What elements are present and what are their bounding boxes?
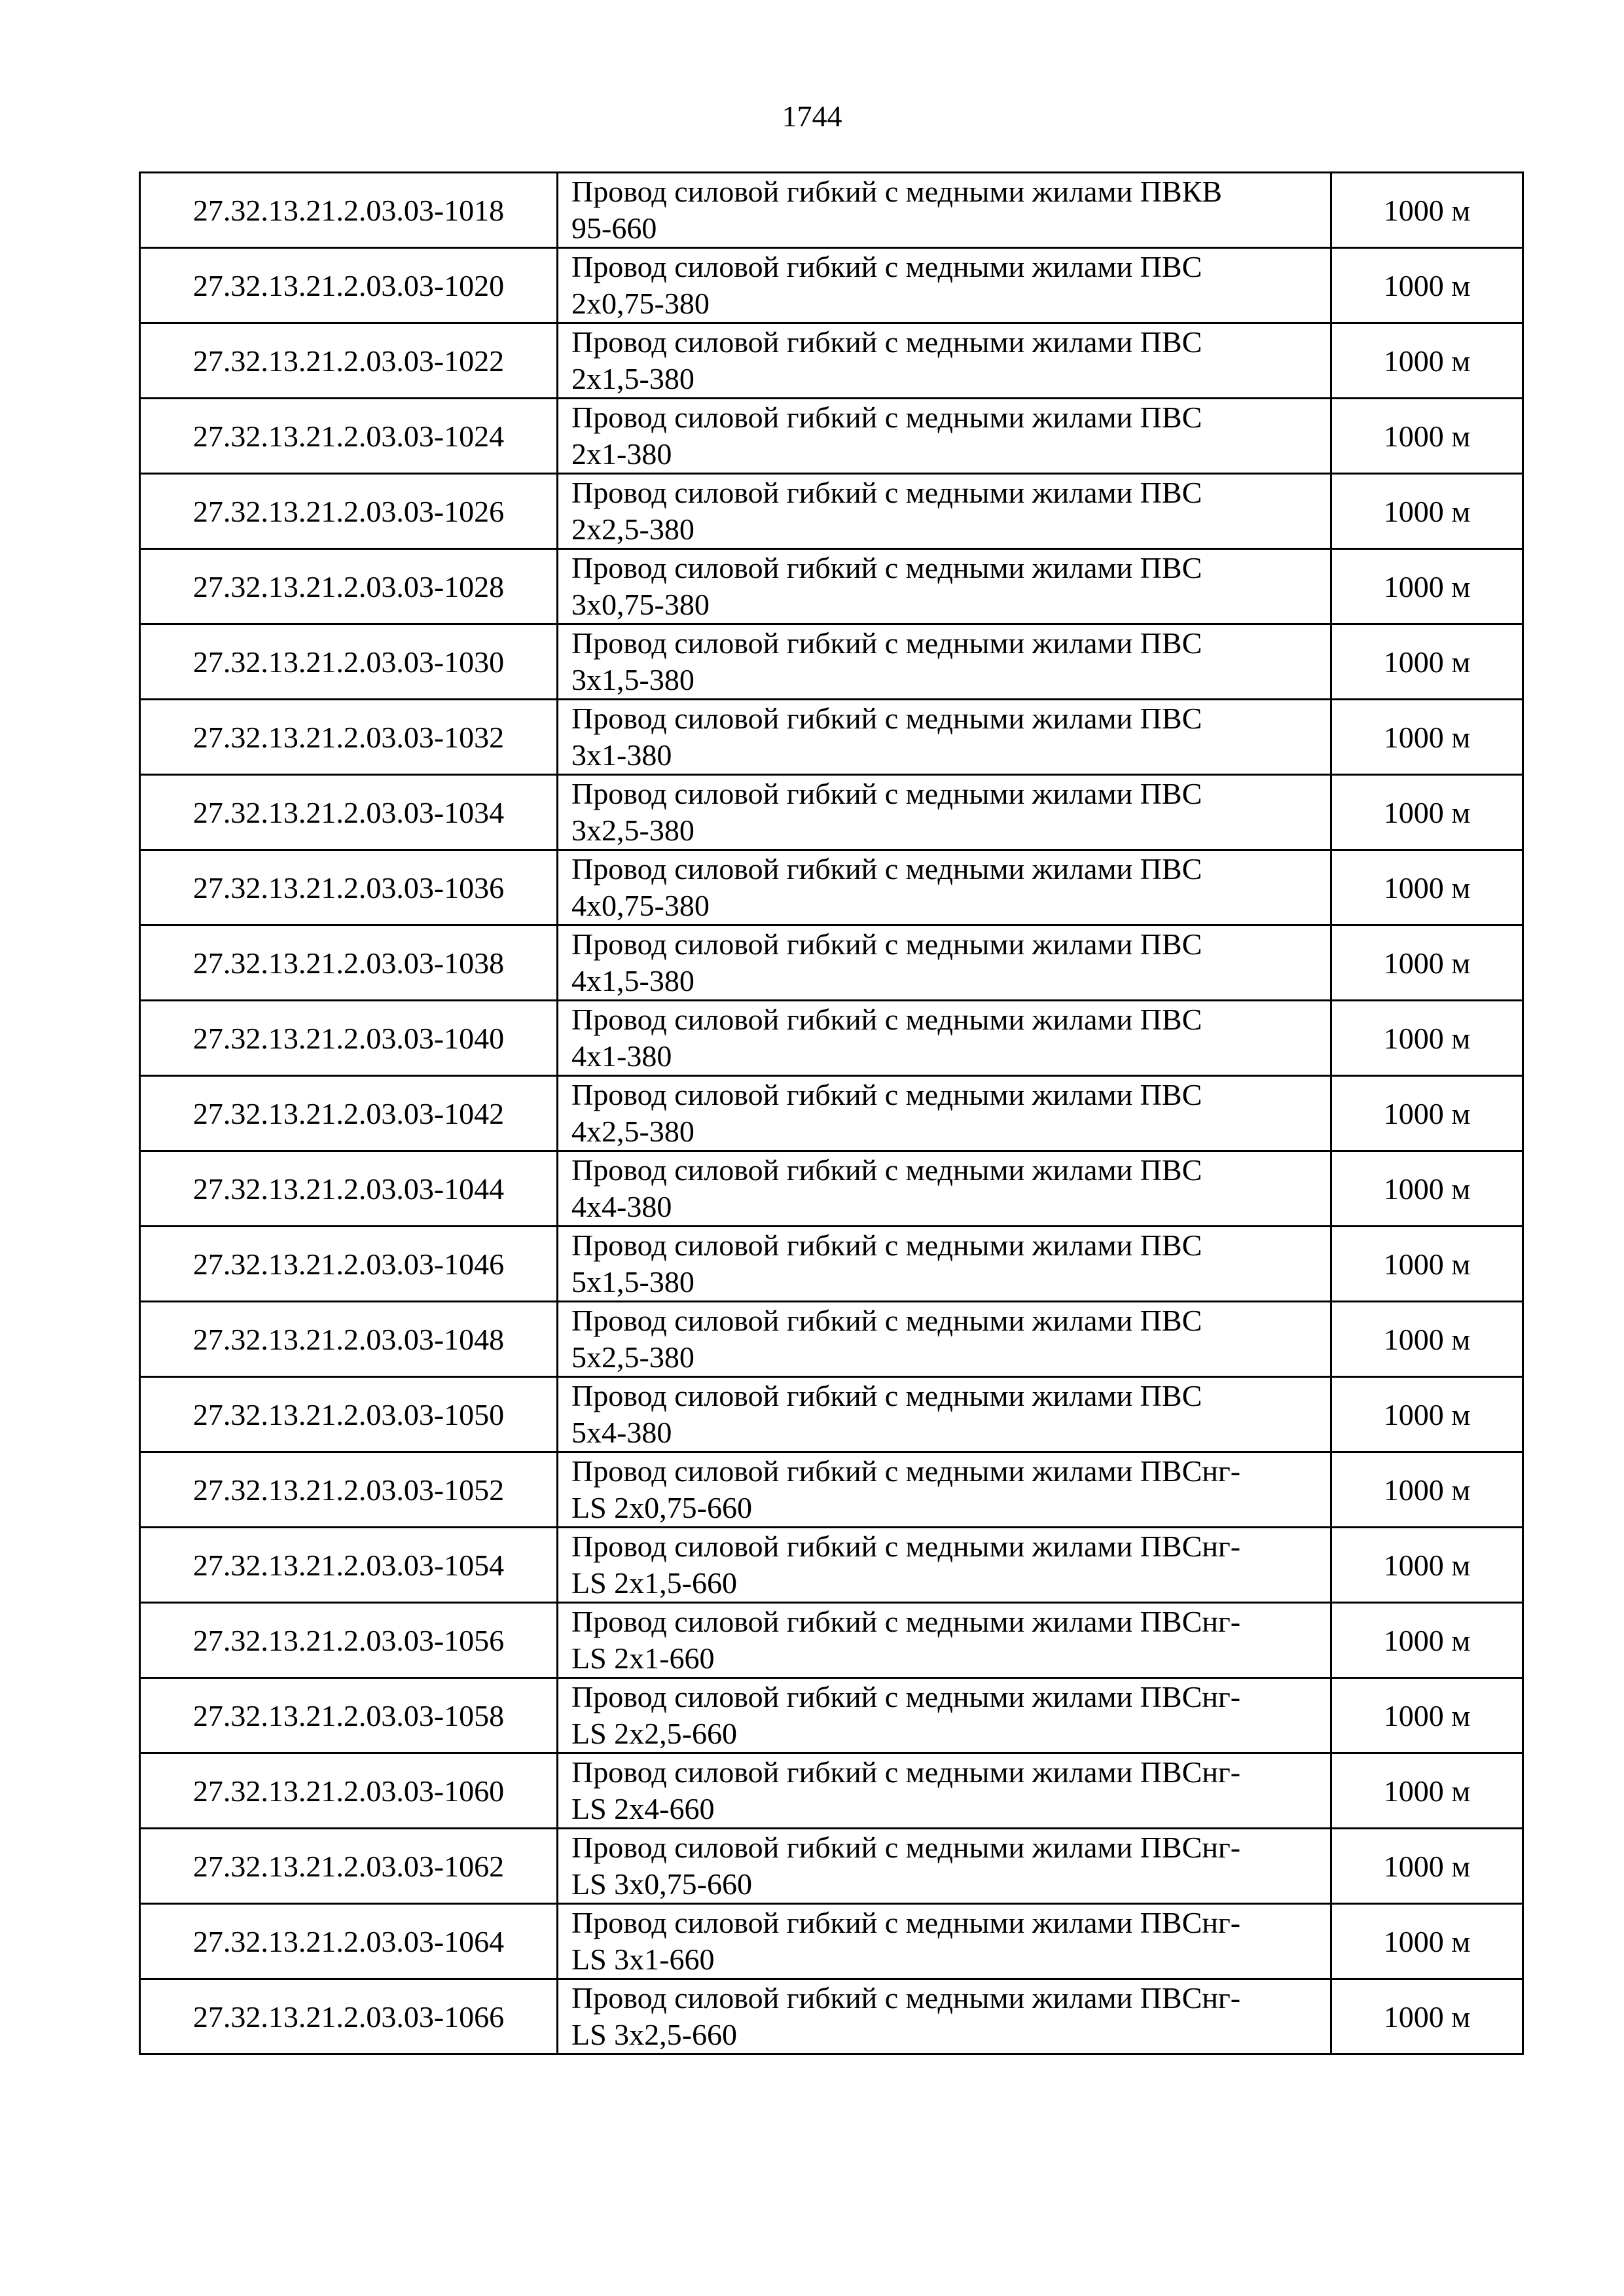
resource-name-line: Провод силовой гибкий с медными жилами ПВСнг-	[571, 1680, 1241, 1713]
resource-name-line: Провод силовой гибкий с медными жилами ПВСнг-	[571, 1605, 1241, 1638]
table-row	[140, 1001, 1523, 1076]
resource-name-line: Провод силовой гибкий с медными жилами ПВС	[571, 626, 1202, 660]
resource-name-line: LS 2x0,75-660	[571, 1491, 752, 1524]
table-row	[140, 925, 1523, 1001]
resource-name-cell	[558, 700, 1331, 775]
resource-name-cell	[558, 1076, 1331, 1151]
resource-name-cell	[558, 775, 1331, 850]
resource-name-cell	[558, 1377, 1331, 1452]
table-row	[140, 399, 1523, 474]
table-row	[140, 775, 1523, 850]
resource-name-cell	[558, 624, 1331, 700]
table-row	[140, 624, 1523, 700]
resource-code-cell: 27.32.13.21.2.03.03-1040	[140, 1001, 558, 1076]
resource-name-line: 2x1-380	[571, 437, 672, 471]
resource-name-cell	[558, 850, 1331, 925]
unit-cell: 1000 м	[1331, 850, 1523, 925]
table-row	[140, 1829, 1523, 1904]
resource-name-cell	[558, 323, 1331, 399]
resource-name-line: 3x2,5-380	[571, 814, 695, 847]
table-row	[140, 1979, 1523, 2054]
resource-name-line: LS 2x4-660	[571, 1792, 715, 1825]
resource-code-cell: 27.32.13.21.2.03.03-1036	[140, 850, 558, 925]
resource-code-cell: 27.32.13.21.2.03.03-1022	[140, 323, 558, 399]
resource-name-line: 2x2,5-380	[571, 512, 695, 546]
resource-name-cell	[558, 474, 1331, 549]
resource-code-cell: 27.32.13.21.2.03.03-1046	[140, 1227, 558, 1302]
resource-code-cell: 27.32.13.21.2.03.03-1042	[140, 1076, 558, 1151]
resource-name-line: 3x1-380	[571, 738, 672, 772]
table-row	[140, 850, 1523, 925]
unit-cell: 1000 м	[1331, 1829, 1523, 1904]
resource-name-line: 4x4-380	[571, 1190, 672, 1223]
table-row	[140, 700, 1523, 775]
table-row	[140, 1528, 1523, 1603]
resource-name-line: Провод силовой гибкий с медными жилами ПВС	[571, 325, 1202, 359]
unit-cell: 1000 м	[1331, 248, 1523, 323]
table-row	[140, 323, 1523, 399]
resource-name-line: Провод силовой гибкий с медными жилами ПВС	[571, 927, 1202, 961]
catalog-table-body	[140, 173, 1523, 2054]
table-row	[140, 248, 1523, 323]
resource-name-line: Провод силовой гибкий с медными жилами ПВС	[571, 1379, 1202, 1412]
resource-name-line: Провод силовой гибкий с медными жилами ПВС	[571, 476, 1202, 509]
resource-name-line: Провод силовой гибкий с медными жилами ПВСнг-	[571, 1454, 1241, 1488]
resource-name-line: Провод силовой гибкий с медными жилами ПВС	[571, 1153, 1202, 1187]
resource-name-cell	[558, 1904, 1331, 1979]
unit-cell: 1000 м	[1331, 624, 1523, 700]
resource-name-line: Провод силовой гибкий с медными жилами ПВСнг-	[571, 1755, 1241, 1789]
resource-name-line: 4x2,5-380	[571, 1115, 695, 1148]
resource-code-cell: 27.32.13.21.2.03.03-1056	[140, 1603, 558, 1678]
resource-code-cell: 27.32.13.21.2.03.03-1060	[140, 1753, 558, 1829]
resource-name-line: Провод силовой гибкий с медными жилами ПВС	[571, 777, 1202, 810]
table-row	[140, 1227, 1523, 1302]
unit-cell: 1000 м	[1331, 1377, 1523, 1452]
resource-name-line: LS 3x2,5-660	[571, 2018, 737, 2051]
table-row	[140, 549, 1523, 624]
resource-code-cell: 27.32.13.21.2.03.03-1062	[140, 1829, 558, 1904]
table-row	[140, 1076, 1523, 1151]
resource-name-cell	[558, 1302, 1331, 1377]
resource-name-line: Провод силовой гибкий с медными жилами ПВСнг-	[571, 1906, 1241, 1939]
resource-name-line: Провод силовой гибкий с медными жилами ПВС	[571, 250, 1202, 283]
unit-cell: 1000 м	[1331, 1001, 1523, 1076]
resource-name-cell	[558, 173, 1331, 248]
resource-code-cell: 27.32.13.21.2.03.03-1038	[140, 925, 558, 1001]
resource-code-cell: 27.32.13.21.2.03.03-1054	[140, 1528, 558, 1603]
unit-cell: 1000 м	[1331, 399, 1523, 474]
resource-name-line: 2x0,75-380	[571, 287, 710, 320]
unit-cell: 1000 м	[1331, 1979, 1523, 2054]
resource-name-line: LS 2x2,5-660	[571, 1717, 737, 1750]
table-row	[140, 1377, 1523, 1452]
resource-code-cell: 27.32.13.21.2.03.03-1034	[140, 775, 558, 850]
table-row	[140, 1904, 1523, 1979]
table-row	[140, 1151, 1523, 1227]
resource-code-cell: 27.32.13.21.2.03.03-1026	[140, 474, 558, 549]
resource-name-line: Провод силовой гибкий с медными жилами ПВС	[571, 1003, 1202, 1036]
resource-name-line: LS 2x1-660	[571, 1641, 715, 1675]
resource-code-cell: 27.32.13.21.2.03.03-1066	[140, 1979, 558, 2054]
resource-name-cell	[558, 1151, 1331, 1227]
unit-cell: 1000 м	[1331, 323, 1523, 399]
table-row	[140, 1603, 1523, 1678]
resource-name-line: LS 2x1,5-660	[571, 1566, 737, 1600]
unit-cell: 1000 м	[1331, 1904, 1523, 1979]
resource-name-cell	[558, 1678, 1331, 1753]
unit-cell: 1000 м	[1331, 1603, 1523, 1678]
resource-name-line: 3x0,75-380	[571, 588, 710, 621]
resource-name-line: 5x1,5-380	[571, 1265, 695, 1299]
resource-name-cell	[558, 248, 1331, 323]
unit-cell: 1000 м	[1331, 1528, 1523, 1603]
unit-cell: 1000 м	[1331, 1227, 1523, 1302]
table-row	[140, 1753, 1523, 1829]
resource-name-cell	[558, 925, 1331, 1001]
resource-name-line: Провод силовой гибкий с медными жилами ПВС	[571, 702, 1202, 735]
unit-cell: 1000 м	[1331, 1452, 1523, 1528]
resource-name-cell	[558, 1001, 1331, 1076]
unit-cell: 1000 м	[1331, 1753, 1523, 1829]
resource-name-cell	[558, 1452, 1331, 1528]
table-row	[140, 474, 1523, 549]
resource-code-cell: 27.32.13.21.2.03.03-1024	[140, 399, 558, 474]
unit-cell: 1000 м	[1331, 925, 1523, 1001]
resource-name-line: LS 3x1-660	[571, 1943, 715, 1976]
resource-name-line: Провод силовой гибкий с медными жилами ПВС	[571, 401, 1202, 434]
resource-code-cell: 27.32.13.21.2.03.03-1032	[140, 700, 558, 775]
resource-name-line: Провод силовой гибкий с медными жилами ПВС	[571, 1304, 1202, 1337]
unit-cell: 1000 м	[1331, 700, 1523, 775]
resource-name-line: Провод силовой гибкий с медными жилами ПВКВ	[571, 175, 1222, 208]
table-row	[140, 1452, 1523, 1528]
resource-name-cell	[558, 549, 1331, 624]
resource-name-cell	[558, 399, 1331, 474]
resource-name-line: 4x1,5-380	[571, 964, 695, 997]
resource-name-cell	[558, 1227, 1331, 1302]
resource-name-cell	[558, 1603, 1331, 1678]
resource-name-cell	[558, 1753, 1331, 1829]
resource-name-line: 95-660	[571, 211, 657, 245]
unit-cell: 1000 м	[1331, 775, 1523, 850]
table-row	[140, 1302, 1523, 1377]
resource-code-cell: 27.32.13.21.2.03.03-1020	[140, 248, 558, 323]
catalog-table	[139, 171, 1524, 2055]
resource-name-line: 4x0,75-380	[571, 889, 710, 922]
table-row	[140, 173, 1523, 248]
resource-name-line: 3x1,5-380	[571, 663, 695, 696]
resource-name-line: Провод силовой гибкий с медными жилами ПВСнг-	[571, 1831, 1241, 1864]
unit-cell: 1000 м	[1331, 1678, 1523, 1753]
unit-cell: 1000 м	[1331, 474, 1523, 549]
resource-code-cell: 27.32.13.21.2.03.03-1030	[140, 624, 558, 700]
resource-code-cell: 27.32.13.21.2.03.03-1048	[140, 1302, 558, 1377]
resource-name-line: LS 3x0,75-660	[571, 1867, 752, 1901]
resource-name-line: 5x4-380	[571, 1416, 672, 1449]
resource-name-line: Провод силовой гибкий с медными жилами ПВС	[571, 1229, 1202, 1262]
resource-name-line: Провод силовой гибкий с медными жилами ПВСнг-	[571, 1981, 1241, 2015]
resource-code-cell: 27.32.13.21.2.03.03-1052	[140, 1452, 558, 1528]
resource-name-line: Провод силовой гибкий с медными жилами ПВС	[571, 852, 1202, 886]
resource-code-cell: 27.32.13.21.2.03.03-1018	[140, 173, 558, 248]
unit-cell: 1000 м	[1331, 1302, 1523, 1377]
resource-name-cell	[558, 1979, 1331, 2054]
resource-code-cell: 27.32.13.21.2.03.03-1050	[140, 1377, 558, 1452]
resource-code-cell: 27.32.13.21.2.03.03-1058	[140, 1678, 558, 1753]
resource-code-cell: 27.32.13.21.2.03.03-1028	[140, 549, 558, 624]
unit-cell: 1000 м	[1331, 1151, 1523, 1227]
resource-name-line: Провод силовой гибкий с медными жилами ПВС	[571, 551, 1202, 584]
resource-name-cell	[558, 1528, 1331, 1603]
resource-name-line: 2x1,5-380	[571, 362, 695, 395]
resource-name-cell	[558, 1829, 1331, 1904]
resource-name-line: 4x1-380	[571, 1039, 672, 1073]
resource-name-line: Провод силовой гибкий с медными жилами ПВС	[571, 1078, 1202, 1111]
resource-code-cell: 27.32.13.21.2.03.03-1064	[140, 1904, 558, 1979]
resource-code-cell: 27.32.13.21.2.03.03-1044	[140, 1151, 558, 1227]
page-number: 1744	[782, 99, 842, 133]
resource-name-line: 5x2,5-380	[571, 1340, 695, 1374]
unit-cell: 1000 м	[1331, 173, 1523, 248]
table-row	[140, 1678, 1523, 1753]
unit-cell: 1000 м	[1331, 1076, 1523, 1151]
resource-name-line: Провод силовой гибкий с медными жилами ПВСнг-	[571, 1530, 1241, 1563]
unit-cell: 1000 м	[1331, 549, 1523, 624]
